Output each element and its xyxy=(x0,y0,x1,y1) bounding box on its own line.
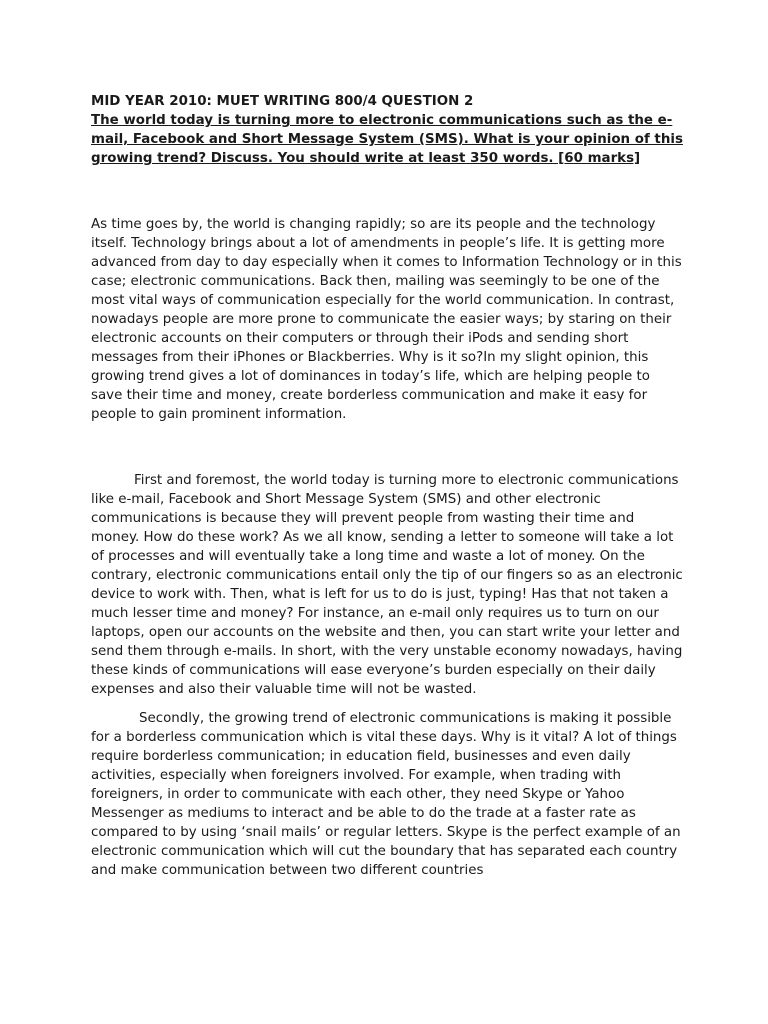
document-page xyxy=(91,92,683,880)
paragraph-first-point: First and foremost, the world today is turning more to electronic communications like e-mail, Facebook and Short Message System (SMS) and other electronic communications is because they will prevent people from wasting their time and money. How do these work? As we all know, sending a letter to someone will take a lot of processes and will eventually take a long time and waste a lot of money. On the contrary, electronic communications entail only the tip of our fingers so as an electronic device to work with. Then, what is left for us to do is just, typing! Has that not taken a much lesser time and money? For instance, an e-mail only requires us to turn on our laptops, open our accounts on the website and then, you can start write your letter and send them through e-mails. In short, with the very unstable economy nowadays, having these kinds of communications will ease everyone’s burden especially on their daily expenses and also their valuable time will not be wasted. xyxy=(91,473,683,697)
paragraph-second-point: Secondly, the growing trend of electronic communications is making it possible for a borderless communication which is vital these days. Why is it vital? A lot of things require borderless communication; in education field, businesses and even daily activities, especially when foreigners involved. For example, when trading with foreigners, in order to communicate with each other, they need Skype or Yahoo Messenger as mediums to interact and be able to do the trade at a faster rate as compared to by using ‘snail mails’ or regular letters. Skype is the perfect example of an electronic communication which will cut the boundary that has separated each country and make communication between two different countries xyxy=(91,711,681,878)
document-heading: MID YEAR 2010: MUET WRITING 800/4 QUESTION 2 xyxy=(91,94,474,109)
paragraph-introduction: As time goes by, the world is changing rapidly; so are its people and the technology itself. Technology brings about a lot of amendments in people’s life. It is getting more advanced from day to day especially when it comes to Information Technology or in this case; electronic communications. Back then, mailing was seemingly to be one of the most vital ways of communication especially for the world communication. In contrast, nowadays people are more prone to communicate the easier ways; by staring on their electronic accounts on their computers or through their iPods and sending short messages from their iPhones or Blackberries. Why is it so?In my slight opinion, this growing trend gives a lot of dominances in today’s life, which are helping people to save their time and money, create borderless communication and make it easy for people to gain prominent information. xyxy=(91,217,682,422)
essay-question: The world today is turning more to electronic communications such as the e-mail, Facebook and Short Message System (SMS). What is your opinion of this growing trend? Discuss. You should write at least 350 words. [60 marks] xyxy=(91,113,683,166)
